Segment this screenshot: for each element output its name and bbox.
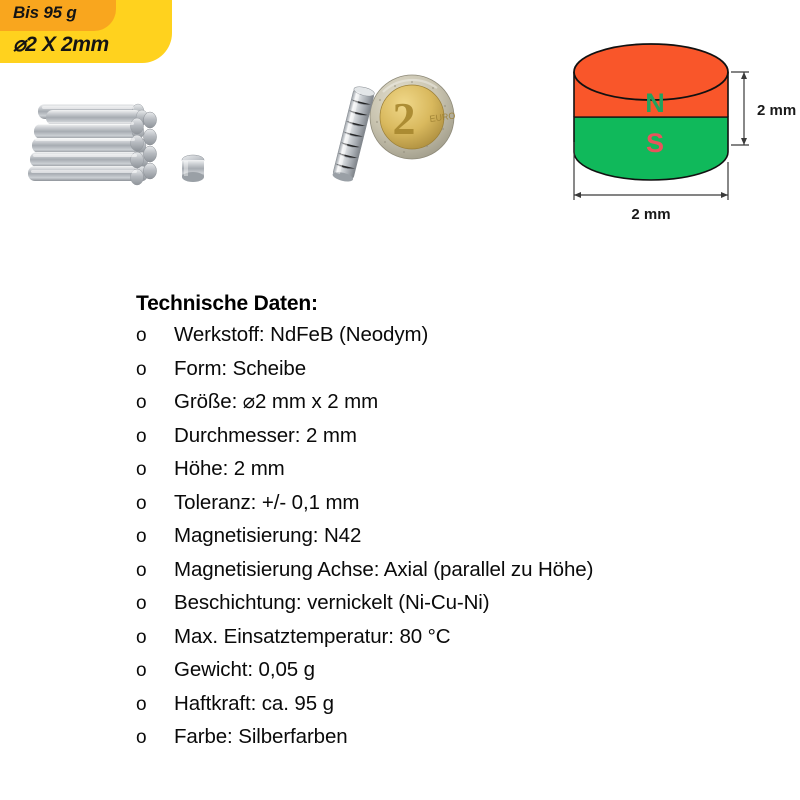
spec-value: Gewicht: 0,05 g <box>174 658 315 681</box>
list-item <box>136 490 776 514</box>
coin-size-comparison-photo <box>305 72 485 197</box>
list-item <box>136 660 776 681</box>
list-item <box>136 526 776 547</box>
bullet-marker: o <box>136 593 147 614</box>
bullet-marker: o <box>136 526 147 547</box>
north-pole-label: N <box>645 88 665 118</box>
bullet-marker: o <box>136 660 147 681</box>
height-dimension <box>731 72 749 145</box>
list-item <box>136 392 776 413</box>
spec-value: Toleranz: +/- 0,1 mm <box>174 490 360 514</box>
south-pole-label: S <box>645 128 665 158</box>
single-magnet <box>182 155 204 182</box>
list-item <box>136 727 776 748</box>
corner-badge <box>0 0 200 64</box>
list-item <box>136 593 776 614</box>
magnet-dimension-diagram <box>535 42 800 232</box>
magnet-stack-photo <box>24 96 214 206</box>
diameter-arrow-right <box>721 192 728 198</box>
list-item <box>136 423 776 447</box>
diameter-dimension-label: 2 mm <box>631 206 671 223</box>
list-item <box>136 356 776 380</box>
list-item <box>136 557 776 581</box>
bullet-marker: o <box>136 325 147 346</box>
magnet-column <box>332 85 376 183</box>
spec-value: Form: Scheibe <box>174 356 307 380</box>
bullet-marker: o <box>136 693 147 715</box>
bullet-marker: o <box>136 459 147 480</box>
bullet-marker: o <box>136 358 147 380</box>
badge-size-label: ⌀2 X 2mm <box>13 33 109 56</box>
height-dimension-label: 2 mm <box>757 102 797 119</box>
badge-holding-force-label: Bis 95 g <box>13 3 77 22</box>
list-item <box>136 624 776 648</box>
technical-data-section <box>136 292 776 761</box>
cylinder-diagram <box>535 42 800 232</box>
spec-value: Werkstoff: NdFeB (Neodym) <box>174 323 429 346</box>
bullet-marker: o <box>136 425 147 447</box>
spec-value: Größe: ⌀2 mm x 2 mm <box>174 390 379 413</box>
height-arrow-top <box>741 72 747 79</box>
spec-value: Farbe: Silberfarben <box>174 725 348 748</box>
page-title: Technische Daten: <box>136 292 318 315</box>
coin-comparison-illustration <box>305 72 485 197</box>
list-item <box>136 459 776 480</box>
euro-coin <box>370 75 456 159</box>
bullet-marker: o <box>136 492 147 514</box>
bullet-marker: o <box>136 392 147 413</box>
magnet-stack-illustration <box>24 96 214 206</box>
spec-value: Durchmesser: 2 mm <box>174 423 357 447</box>
bullet-marker: o <box>136 727 147 748</box>
diameter-arrow-left <box>574 192 581 198</box>
bullet-marker: o <box>136 559 147 581</box>
list-item <box>136 691 776 715</box>
spec-value: Magnetisierung Achse: Axial (parallel zu Höhe) <box>174 557 594 581</box>
spec-list <box>136 325 776 748</box>
spec-value: Max. Einsatztemperatur: 80 °C <box>174 624 451 648</box>
spec-value: Haftkraft: ca. 95 g <box>174 691 334 715</box>
list-item <box>136 325 776 346</box>
spec-value: Höhe: 2 mm <box>174 457 285 480</box>
spec-value: Magnetisierung: N42 <box>174 524 362 547</box>
svg-text:EURO: EURO <box>428 110 457 124</box>
svg-text:2: 2 <box>392 93 416 144</box>
height-arrow-bottom <box>741 138 747 145</box>
bullet-marker: o <box>136 626 147 648</box>
spec-value: Beschichtung: vernickelt (Ni-Cu-Ni) <box>174 591 490 614</box>
